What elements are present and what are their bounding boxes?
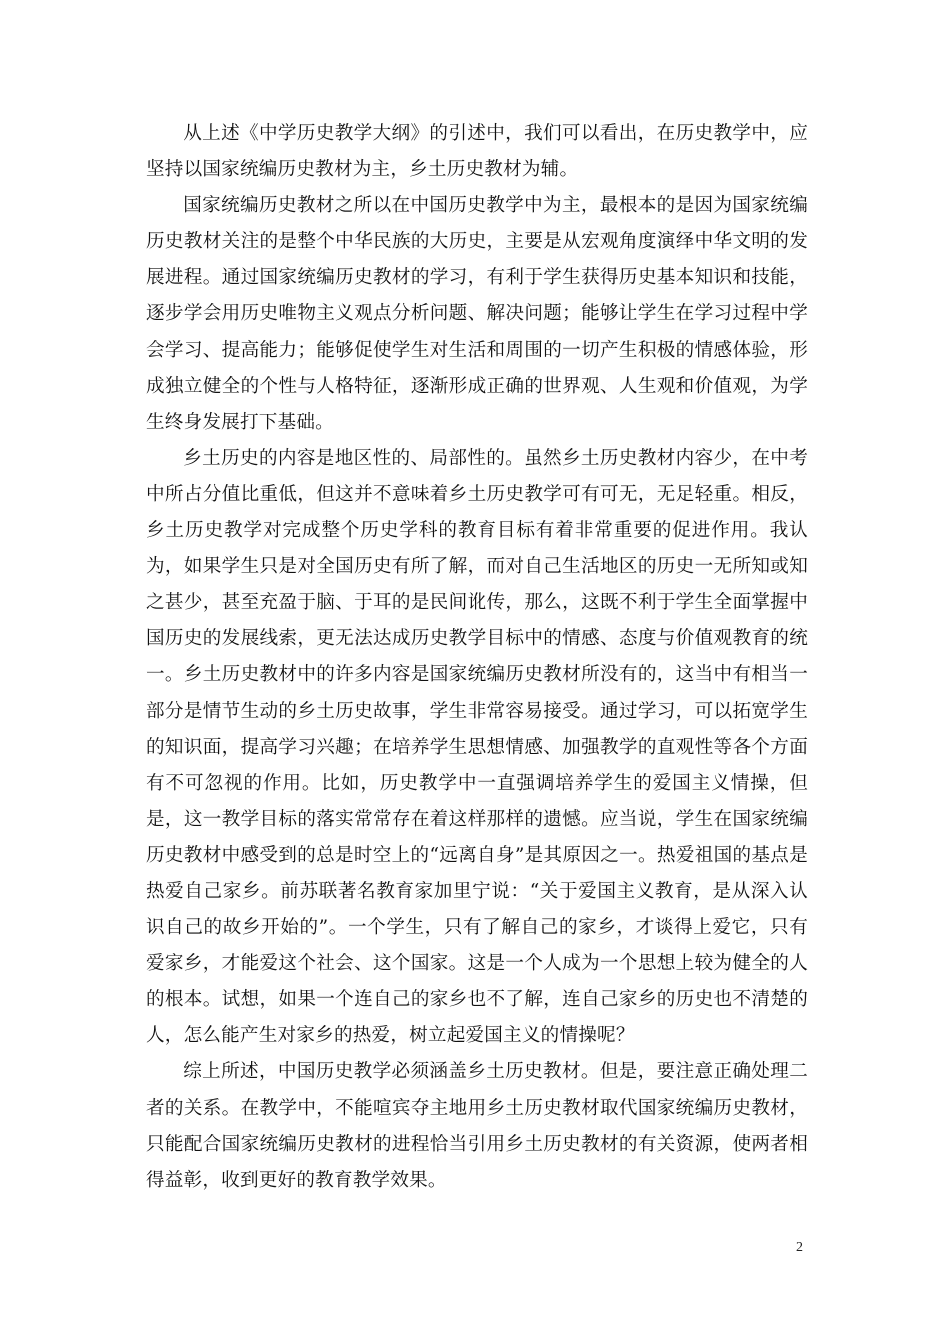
paragraph-conclusion: 综上所述，中国历史教学必须涵盖乡土历史教材。但是，要注意正确处理二者的关系。在教学中，不能喧宾夺主地用乡土历史教材取代国家统编历史教材，只能配合国家统编历史教材的进程恰当引用乡土历史教材的有关资源，使两者相得益彰，收到更好的教育教学效果。	[146, 1061, 808, 1191]
document-body	[146, 116, 808, 1199]
paragraph-national-textbook: 国家统编历史教材之所以在中国历史教学中为主，最根本的是因为国家统编历史教材关注的是整个中华民族的大历史，主要是从宏观角度演绎中华文明的发展进程。通过国家统编历史教材的学习，有利于学生获得历史基本知识和技能，逐步学会用历史唯物主义观点分析问题、解决问题；能够让学生在学习过程中学会学习、提高能力；能够促使学生对生活和周围的一切产生积极的情感体验，形成独立健全的个性与人格特征，逐渐形成正确的世界观、人生观和价值观，为学生终身发展打下基础。	[146, 195, 808, 433]
page-number: 2	[796, 1240, 803, 1255]
paragraph-local-history: 乡土历史的内容是地区性的、局部性的。虽然乡土历史教材内容少，在中考中所占分值比重低，但这并不意味着乡土历史教学可有可无，无足轻重。相反，乡土历史教学对完成整个历史学科的教育目标有着非常重要的促进作用。我认为，如果学生只是对全国历史有所了解，而对自己生活地区的历史一无所知或知之甚少，甚至充盈于脑、于耳的是民间讹传，那么，这既不利于学生全面掌握中国历史的发展线索，更无法达成历史教学目标中的情感、态度与价值观教育的统一。乡土历史教材中的许多内容是国家统编历史教材所没有的，这当中有相当一部分是情节生动的乡土历史故事，学生非常容易接受。通过学习，可以拓宽学生的知识面，提高学习兴趣；在培养学生思想情感、加强教学的直观性等各个方面有不可忽视的作用。比如，历史教学中一直强调培养学生的爱国主义情操，但是，这一教学目标的落实常常存在着这样那样的遗憾。应当说，学生在国家统编历史教材中感受到的总是时空上的“远离自身”是其原因之一。热爱祖国的基点是热爱自己家乡。前苏联著名教育家加里宁说：“关于爱国主义教育，是从深入认识自己的故乡开始的”。一个学生，只有了解自己的家乡，才谈得上爱它，只有爱家乡，才能爱这个社会、这个国家。这是一个人成为一个思想上较为健全的人的根本。试想，如果一个连自己的家乡也不了解，连自己家乡的历史也不清楚的人，怎么能产生对家乡的热爱，树立起爱国主义的情操呢？	[146, 447, 808, 1047]
paragraph-intro: 从上述《中学历史教学大纲》的引述中，我们可以看出，在历史教学中，应坚持以国家统编历史教材为主，乡土历史教材为辅。	[146, 123, 808, 181]
